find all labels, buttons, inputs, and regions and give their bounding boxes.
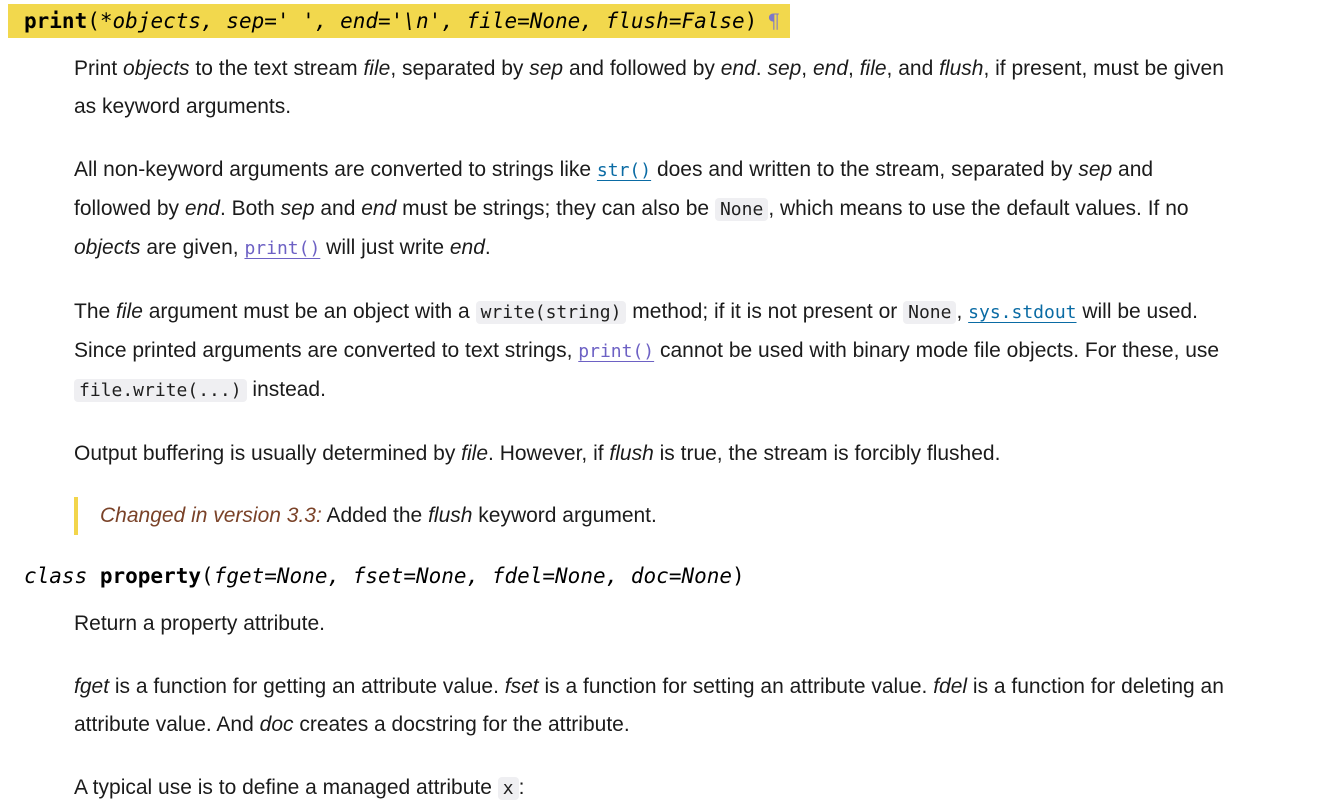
text-run: fdel (933, 675, 968, 698)
text-run: must be strings; they can also be (396, 197, 715, 220)
text-run: and followed by (563, 57, 721, 80)
text-run: end (812, 57, 849, 80)
text-run: flush (939, 57, 984, 80)
text-run: . Both (219, 197, 281, 220)
text-run: creates a docstring for the attribute. (293, 713, 630, 736)
text-run: file (859, 57, 887, 80)
changed-in-version-note (74, 497, 1228, 535)
text-run: *objects, sep=' ', end='\n', file=None, flush=False (99, 9, 745, 33)
text-run: sep (529, 57, 564, 80)
text-run: , which means to use the default values. If no (768, 197, 1189, 220)
text-run: to the text stream (189, 57, 364, 80)
text-run: end (361, 197, 397, 220)
text-run: is a function for deleting an attribute value. And (74, 675, 1224, 736)
text-run: end (449, 236, 485, 259)
text-run: Changed in version 3.3: (100, 504, 322, 527)
text-run: The (74, 300, 117, 323)
text-run: argument must be an object with a (142, 300, 476, 323)
text-run: objects (74, 236, 141, 259)
text-run: is true, the stream is forcibly flushed. (653, 442, 1001, 465)
text-run: ) (744, 9, 758, 33)
text-run: doc (259, 713, 294, 736)
text-run: ( (87, 9, 100, 33)
property-signature-text (24, 564, 745, 588)
text-run: will just write (320, 236, 450, 259)
text-run: class (24, 564, 100, 588)
function-entry-print (8, 4, 1228, 535)
print-link[interactable]: print() (244, 238, 321, 259)
text-run: end (184, 197, 220, 220)
property-description (74, 605, 1228, 808)
print-description (74, 50, 1228, 535)
text-run: method; if it is not present or (626, 300, 904, 323)
text-run: Added the (321, 504, 429, 527)
text-run: . (484, 236, 491, 259)
text-run: end (720, 57, 756, 80)
text-run: , and (886, 57, 940, 80)
text-run: and (314, 197, 362, 220)
property-paragraph-2 (74, 668, 1228, 744)
text-run: x (498, 777, 519, 800)
text-run: file.write(...) (74, 379, 247, 402)
text-run: A typical use is to define a managed attribute (74, 776, 498, 799)
text-run: instead. (246, 378, 326, 401)
text-run: is a function for getting an attribute value. (109, 675, 505, 698)
text-run: None (715, 198, 768, 221)
text-run: flush (428, 504, 473, 527)
text-run: fset (504, 675, 539, 698)
print-paragraph-2 (74, 151, 1228, 268)
print-paragraph-3 (74, 293, 1228, 410)
text-run: keyword argument. (472, 504, 657, 527)
sys-stdout-link[interactable]: sys.stdout (968, 302, 1077, 323)
text-run: Output buffering is usually determined by (74, 442, 462, 465)
str-link[interactable]: str() (596, 160, 652, 181)
text-run: , if present, must be given as keyword arguments. (74, 57, 1224, 118)
permalink-pilcrow-icon[interactable]: ¶ (767, 9, 781, 33)
property-signature (8, 559, 755, 593)
text-run: , (848, 57, 860, 80)
text-run: : (518, 776, 525, 799)
text-run: flush (609, 442, 654, 465)
text-run: . (755, 57, 768, 80)
text-run: sep (280, 197, 315, 220)
print-signature (8, 4, 790, 38)
text-run: file (363, 57, 391, 80)
text-run: file (461, 442, 489, 465)
text-run: ) (732, 564, 745, 588)
property-paragraph-1 (74, 605, 1228, 643)
print-link[interactable]: print() (578, 341, 655, 362)
text-run: and followed by (74, 158, 1154, 220)
text-run: will be used. Since printed arguments are converted to text strings, (74, 300, 1198, 362)
text-run: fget (74, 675, 110, 698)
text-run: . However, if (488, 442, 610, 465)
text-run: fget=None, fset=None, fdel=None, doc=None (213, 564, 733, 588)
text-run: does and written to the stream, separated by (651, 158, 1079, 181)
text-run: None (903, 301, 956, 324)
text-run: sep (767, 57, 802, 80)
text-run: file (116, 300, 143, 323)
class-entry-property (8, 559, 1228, 808)
text-run: is a function for setting an attribute value. (538, 675, 934, 698)
text-run: Print (74, 57, 124, 80)
text-run: , (801, 57, 813, 80)
text-run: , separated by (390, 57, 530, 80)
text-run: , (956, 300, 969, 323)
text-run: All non-keyword arguments are converted to strings like (74, 158, 597, 181)
text-run: objects (123, 57, 190, 80)
text-run: print (24, 9, 88, 33)
text-run: are given, (140, 236, 245, 259)
print-signature-text (24, 9, 757, 33)
text-run: cannot be used with binary mode file objects. For these, use (654, 339, 1220, 362)
changed-in-version-text (100, 497, 1228, 535)
print-paragraph-4 (74, 435, 1228, 473)
text-run: sep (1078, 158, 1113, 181)
text-run: property (99, 564, 202, 588)
text-run: write(string) (476, 301, 627, 324)
text-run: ( (201, 564, 214, 588)
property-paragraph-3 (74, 769, 1228, 808)
print-paragraph-1 (74, 50, 1228, 126)
text-run: Return a property attribute. (74, 612, 325, 635)
